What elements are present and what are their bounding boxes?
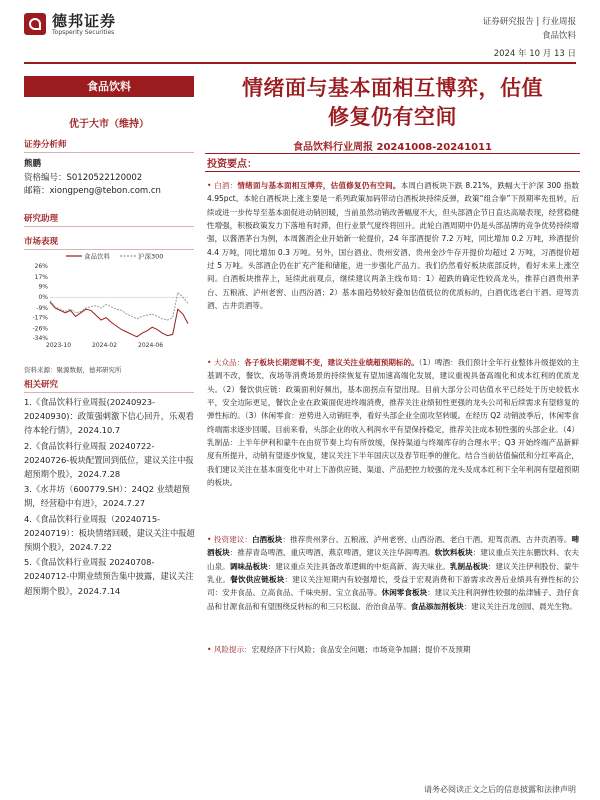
company-name: 德邦证券 [52,12,117,30]
para-mass-goods-lead: 各子板块长期逻辑不变，建议关注业绩超预期标的。 [244,358,419,367]
y-tick-label: 0% [38,294,48,302]
x-tick-label: 2024-02 [92,342,118,349]
key-points-heading: 投资要点： [207,159,257,170]
report-sector: 食品饮料 [541,31,576,41]
report-title [205,74,580,132]
analyst-email[interactable]: 邮箱：xiongpeng@tebon.com.cn [24,186,161,196]
header-divider [24,62,576,64]
market-performance-chart [24,250,194,350]
y-tick-label: 9% [38,283,48,291]
report-title-line2: 修复仍有空间 [328,105,457,129]
para-mass-goods [207,356,579,489]
related-item-4[interactable]: 4.《食品饮料行业周报（20240715-20240719）：板块情绪回暖，建议关注中报超预期个股》，2024.7.22 [24,513,195,553]
report-subtitle: 食品饮料行业周报 20241008-20241011 [293,142,492,153]
x-tick-label: 2023-10 [46,342,72,349]
y-tick-label: -9% [36,305,48,312]
related-item-5[interactable]: 5.《食品饮料行业周报 20240708-20240712-中期业绩预告集中披露，建议关注超预期个股》，2024.7.14 [24,557,194,596]
para-mass-goods-bullet: • 大众品： [207,358,245,367]
analyst-section-label: 证券分析师 [24,138,194,153]
para-investment-bullet: • 投资建议： [207,535,252,544]
related-research-list [24,395,196,599]
para-risk-text: 宏观经济下行风险；食品安全问题；市场竞争加剧；提价不及预期 [251,645,471,654]
report-meta [376,15,576,43]
company-name-en: Topsperity Securities [52,29,115,36]
para-baijiu [207,179,579,312]
report-date: 2024 年 10 月 13 日 [493,49,576,59]
para-risk [207,643,579,656]
related-item-2[interactable]: 2.《食品饮料行业周报 20240722-20240726-板块配置回到低位，建议关注中报超预期个股》，2024.7.28 [24,440,194,480]
industry-banner: 食品饮料 [24,76,194,97]
para-investment [207,533,579,613]
legend-label-food: 食品饮料 [84,252,110,261]
rating: 优于大市（维持） [69,119,149,130]
legend-label-hs300: 沪深300 [138,252,164,261]
para-baijiu-lead: 情绪面与基本面相互博弈，估值修复仍有空间。 [237,181,401,190]
company-logo [24,13,46,35]
chart-source: 资料来源：聚源数据，德邦研究所 [24,366,122,374]
footer-disclaimer: 请务必阅读正文之后的信息披露和法律声明 [424,785,576,794]
chart-legend [66,252,163,261]
para-risk-bullet: • 风险提示： [207,645,252,654]
market-section-label: 市场表现 [24,235,194,250]
y-tick-label: -26% [32,325,48,333]
assistant-section-label: 研究助理 [24,212,194,227]
y-tick-label: -34% [32,335,48,342]
para-investment-text: 白酒板块：推荐贵州茅台、五粮液、泸州老窖、山西汾酒、老白干酒、迎驾贡酒、古井贡酒等。啤酒板块：推荐青岛啤酒、重庆啤酒、燕京啤酒，建议关注华润啤酒。软饮料板块：建议重点关注东鹏饮料、农夫山泉。调味品板块：建议重点关注具备改革逻辑的中炬高新、海天味业。乳制品板块：建议关注伊利股份、蒙牛乳业。餐饮供应链板块：建议关注短期内有较强增长，受益于宏观消费和下游需求改善后业绩具有弹性标的公司：安井食品、立高食品、千味央厨、宝立食品等。休闲零食板块：建议关注利润弹性较强的盐津铺子、劲仔食品和甘源食品和有望围绕反转标的和三只松鼠、治治食品等。食品添加剂板块：建议关注百龙创园、晨光生物。 [207,535,579,611]
related-item-1[interactable]: 1.《食品饮料行业周报(20240923-20240930)：政策强刺激下信心回升，乐观看待本轮行情》，2024.10.7 [24,397,194,436]
y-tick-label: 17% [34,273,48,281]
analyst-name: 熊鹏 [24,159,42,169]
analyst-license: 资格编号：S0120522120002 [24,173,143,183]
para-baijiu-bullet: • 白酒： [207,181,238,190]
x-tick-label: 2024-06 [138,342,164,349]
y-tick-label: 26% [34,263,48,270]
para-baijiu-text: 本周白酒板块下跌 8.21%，跌幅大于沪深 300 指数 4.95pct。本轮白酒板块上涨主要是一系列政策加码带动白酒板块持续反弹，政策“组合拳”下预期率先扭转，后续或进一步传导至基本面促进动销回暖，当前虽然动销改善幅度不大，但头部酒企节日直达高端表现，经营稳健性增强，积极政策发力下落地有时滞，但行业景气度终将回升。此轮白酒周期中仍是头部品牌的竞争优势持续增强，以酱酒茅台为例，本周酱酒企业开始新一轮提价，24 年部酒提价 7.2 万吨，同比增加 0.2 万吨，珍酒提价 4.4 万吨，同比增加 0.3 万吨。另外，国台酒业、贵州安酒、贵州金沙牛存开提价均超过 2 万吨，习酒提价超过 5 万吨。头部酒企仍在扩充产能和储能，进一步强化产品力。我们仍然看好板块底部反转，看好未来上涨空间。白酒板块推荐上，延续此前观点，继续建议两条主线布局：1）超跌的确定性较高龙头，推荐白酒贵州茅台、五粮液、泸州老窖、山西汾酒；2）基本面趋势较好叠加估值低位的优质标的，白酒优选老白干酒、迎驾贡酒、古井贡酒等。 [207,181,579,311]
para-mass-goods-text: （1）啤酒：我们预计全年行业整体升级提效的主基调不改，餐饮、夜场等消费场景的持续恢复有望加速高端化发展，建议重视具备高端化和成本红利的优质龙头。（2）餐饮供应链：政策面利好频出，基本面拐点有望出现。目前大部分公司估值水平已经处于历史较低水平，安全边际更足，餐饮企业在政策面促进终端消费，推荐关注业绩韧性更强的龙头公司和后续需求有望修复的弹性标的。（3）休闲零食：逆势进入动销旺季，看好头部企业全面攻坚转暖。在经历 Q2 动销波季后，休闲零食终端需求逐步回暖。目前来看，头部企业的收入利润水平有望保持稳定，推荐关注成本韧性强的头部企业。（4）乳制品：上半年伊利和蒙牛在由贸节奏上均有所放缓，保持渠道与终端库存的合理水平；Q3 开始终端产品新鲜度有所提升，动销有望逐步恢复，建议关注下半年国庆以及春节旺季的催化。结合当前估值偏低和分红率高企，我们建议关注在基本面变化中对上下游供应链、渠道、产品把控力较强的龙头及成本红利下全年利润有望超预期的板块。 [207,358,579,488]
related-section-label: 相关研究 [24,378,194,393]
related-item-3[interactable]: 3.《水井坊（600779.SH）：24Q2 业绩超预期，经营稳中有进》，2024.7.27 [24,484,190,509]
key-points-divider [205,171,580,172]
report-type: 证券研究报告 | 行业周报 [482,17,576,27]
y-tick-label: -17% [32,314,48,322]
report-title-line1: 情绪面与基本面相互博弈，估值 [242,76,543,100]
series-line-hs300 [50,292,188,320]
subtitle-divider [205,153,580,154]
series-line-food [50,302,188,337]
